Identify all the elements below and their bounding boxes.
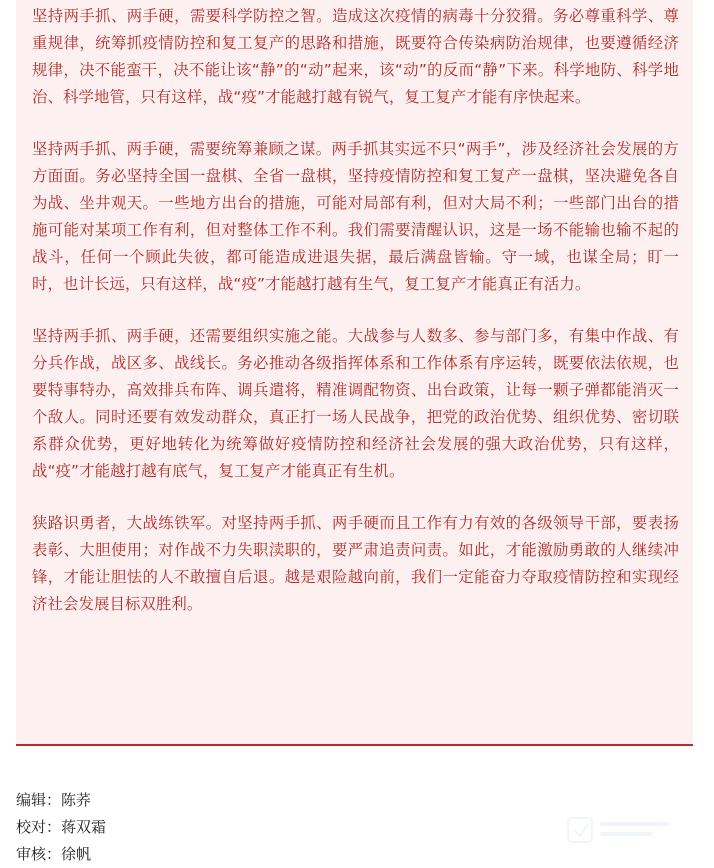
article-paragraph-2: 坚持两手抓、两手硬，需要统筹兼顾之谋。两手抓其实远不只“两手”，涉及经济社会发展的方方面面。务必坚持全国一盘棋、全省一盘棋，坚持疫情防控和复工复产一盘棋，坚决避免各自为战、坐井观天。一些地方出台的措施，可能对局部有利，但对大局不利；一些部门出台的措施可能对某项工作有利，但对整体工作不利。我们需要清醒认识，这是一场不能输也输不起的战斗，任何一个顾此失彼，都可能造成进退失据，最后满盘皆输。守一域，也谋全局；盯一时，也计长远，只有这样，战“疫”才能越打越有生气，复工复产才能真正有活力。	[32, 140, 679, 293]
article-paragraph-3: 坚持两手抓、两手硬，还需要组织实施之能。大战参与人数多、参与部门多，有集中作战、有分兵作战，战区多、战线长。务必推动各级指挥体系和工作体系有序运转，既要依法依规，也要特事特办，高效排兵布阵、调兵遣将，精准调配物资、出台政策，让每一颗子弹都能消灭一个敌人。同时还要有效发动群众，真正打一场人民战争，把党的政治优势、组织优势、密切联系群众优势，更好地转化为统筹做好疫情防控和经济社会发展的强大政治优势，只有这样，战“疫”才能越打越有底气，复工复产才能真正有生机。	[32, 327, 679, 480]
article-paragraph-1: 坚持两手抓、两手硬，需要科学防控之智。造成这次疫情的病毒十分狡猾。务必尊重科学、尊重规律，统筹抓疫情防控和复工复产的思路和措施，既要符合传染病防治规律，也要遵循经济规律，决不能蛮干，决不能让该“静”的“动”起来，该“动”的反而“静”下来。科学地防、科学地治、科学地管，只有这样，战“疫”才能越打越有锐气，复工复产才能有序快起来。	[32, 7, 679, 106]
editor-credit: 编辑：陈荞	[16, 791, 92, 809]
article-box	[16, 0, 693, 746]
proofreader-credit: 校对：蒋双霜	[16, 818, 107, 836]
article-paragraph-4: 狭路识勇者，大战练铁军。对坚持两手抓、两手硬而且工作有力有效的各级领导干部，要表扬表彰、大胆使用；对作战不力失职渎职的，要严肃追责问责。如此，才能激励勇敢的人继续冲锋，才能让胆怯的人不敢擅自后退。越是艰险越向前，我们一定能奋力夺取疫情防控和实现经济社会发展目标双胜利。	[32, 514, 679, 613]
reviewer-credit: 审核：徐帆	[16, 845, 92, 863]
credits-block	[16, 787, 106, 868]
watermark-logo-icon	[564, 810, 674, 850]
